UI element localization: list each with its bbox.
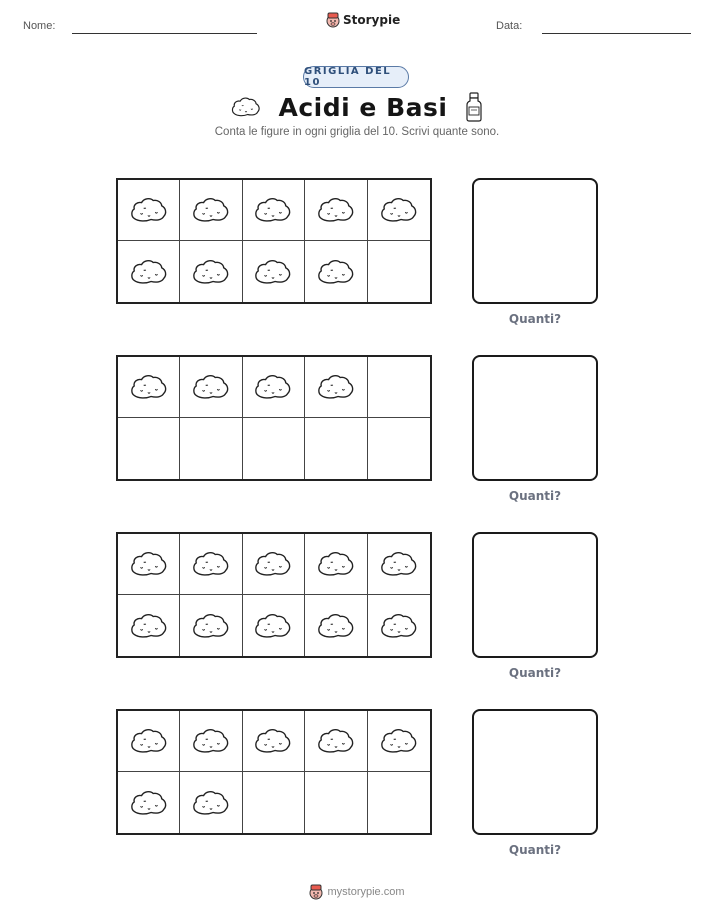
ten-frame-cell-empty bbox=[243, 418, 305, 479]
rock-icon bbox=[254, 258, 292, 286]
answer-box[interactable] bbox=[472, 709, 598, 835]
answer-label: Quanti? bbox=[508, 843, 562, 857]
page-title: Acidi e Basi bbox=[278, 92, 448, 122]
rock-icon bbox=[380, 196, 418, 224]
ten-frame-cell-filled bbox=[243, 180, 305, 241]
rock-icon bbox=[231, 96, 261, 118]
answer-label: Quanti? bbox=[508, 312, 562, 326]
ten-frame-cell-empty bbox=[368, 357, 430, 418]
ten-frame-cell-filled bbox=[368, 711, 430, 772]
ten-frame-cell-empty bbox=[118, 418, 180, 479]
rock-icon bbox=[192, 612, 230, 640]
date-label: Data: bbox=[496, 20, 523, 32]
ten-frame-cell-empty bbox=[180, 418, 242, 479]
rock-icon bbox=[254, 550, 292, 578]
ten-frame-cell-filled bbox=[180, 711, 242, 772]
ten-frame bbox=[116, 709, 432, 835]
brand-logo bbox=[326, 12, 400, 28]
rock-icon bbox=[254, 612, 292, 640]
answer-label: Quanti? bbox=[508, 489, 562, 503]
ten-frame-cell-filled bbox=[368, 534, 430, 595]
ten-frame-cell-filled bbox=[305, 534, 367, 595]
rock-icon bbox=[192, 789, 230, 817]
rock-icon bbox=[130, 373, 168, 401]
ten-frame-cell-filled bbox=[180, 534, 242, 595]
ten-frame-cell-filled bbox=[118, 357, 180, 418]
pig-mascot-icon bbox=[309, 884, 323, 900]
ten-frame-cell-filled bbox=[180, 241, 242, 302]
ten-frame-cell-empty bbox=[305, 772, 367, 833]
rock-icon bbox=[192, 550, 230, 578]
rock-icon bbox=[317, 258, 355, 286]
ten-frame-cell-filled bbox=[180, 180, 242, 241]
ten-frame-cell-filled bbox=[118, 711, 180, 772]
ten-frame-cell-filled bbox=[118, 241, 180, 302]
ten-frame-cell-filled bbox=[118, 595, 180, 656]
rock-icon bbox=[380, 612, 418, 640]
rock-icon bbox=[254, 196, 292, 224]
worksheet-header bbox=[0, 0, 714, 50]
ten-frame-cell-filled bbox=[118, 772, 180, 833]
pig-mascot-icon bbox=[326, 12, 340, 28]
rock-icon bbox=[317, 550, 355, 578]
instructions: Conta le figure in ogni griglia del 10. Scrivi quante sono. bbox=[214, 126, 500, 138]
rock-icon bbox=[317, 727, 355, 755]
worksheet-type-badge: GRIGLIA DEL 10 bbox=[303, 66, 409, 88]
name-line[interactable] bbox=[72, 33, 257, 34]
rock-icon bbox=[192, 373, 230, 401]
rock-icon bbox=[380, 550, 418, 578]
ten-frame-cell-filled bbox=[243, 711, 305, 772]
ten-frame-cell-empty bbox=[368, 772, 430, 833]
ten-frame-cell-empty bbox=[368, 241, 430, 302]
ten-frame-cell-filled bbox=[368, 180, 430, 241]
ten-frame-cell-filled bbox=[243, 357, 305, 418]
ten-frame bbox=[116, 355, 432, 481]
ten-frame-cell-filled bbox=[305, 711, 367, 772]
ten-frame-cell-filled bbox=[305, 180, 367, 241]
ten-frame-cell-empty bbox=[305, 418, 367, 479]
rock-icon bbox=[192, 727, 230, 755]
footer bbox=[0, 884, 714, 900]
ten-frame-cell-filled bbox=[243, 241, 305, 302]
bottle-icon bbox=[465, 92, 483, 122]
rock-icon bbox=[192, 196, 230, 224]
ten-frame-cell-filled bbox=[118, 180, 180, 241]
date-line[interactable] bbox=[542, 33, 691, 34]
rock-icon bbox=[380, 727, 418, 755]
ten-frame-cell-filled bbox=[305, 357, 367, 418]
rock-icon bbox=[130, 258, 168, 286]
name-label: Nome: bbox=[23, 20, 56, 32]
ten-frame-cell-empty bbox=[243, 772, 305, 833]
rock-icon bbox=[317, 196, 355, 224]
answer-box[interactable] bbox=[472, 532, 598, 658]
answer-label: Quanti? bbox=[508, 666, 562, 680]
footer-url: mystorypie.com bbox=[327, 886, 405, 898]
ten-frame bbox=[116, 178, 432, 304]
rock-icon bbox=[254, 727, 292, 755]
rock-icon bbox=[317, 373, 355, 401]
brand-name: Storypie bbox=[343, 13, 401, 27]
rock-icon bbox=[130, 612, 168, 640]
ten-frame-cell-filled bbox=[305, 241, 367, 302]
title-row bbox=[0, 92, 714, 122]
ten-frame-cell-filled bbox=[180, 772, 242, 833]
ten-frame-cell-filled bbox=[368, 595, 430, 656]
rock-icon bbox=[254, 373, 292, 401]
rock-icon bbox=[130, 550, 168, 578]
rock-icon bbox=[130, 727, 168, 755]
rock-icon bbox=[130, 196, 168, 224]
ten-frame-cell-filled bbox=[305, 595, 367, 656]
answer-box[interactable] bbox=[472, 178, 598, 304]
ten-frame-cell-filled bbox=[243, 534, 305, 595]
rock-icon bbox=[317, 612, 355, 640]
ten-frame-cell-filled bbox=[180, 595, 242, 656]
ten-frame-cell-filled bbox=[243, 595, 305, 656]
ten-frame-cell-filled bbox=[180, 357, 242, 418]
ten-frame-cell-empty bbox=[368, 418, 430, 479]
ten-frame bbox=[116, 532, 432, 658]
rock-icon bbox=[192, 258, 230, 286]
ten-frame-cell-filled bbox=[118, 534, 180, 595]
rock-icon bbox=[130, 789, 168, 817]
answer-box[interactable] bbox=[472, 355, 598, 481]
